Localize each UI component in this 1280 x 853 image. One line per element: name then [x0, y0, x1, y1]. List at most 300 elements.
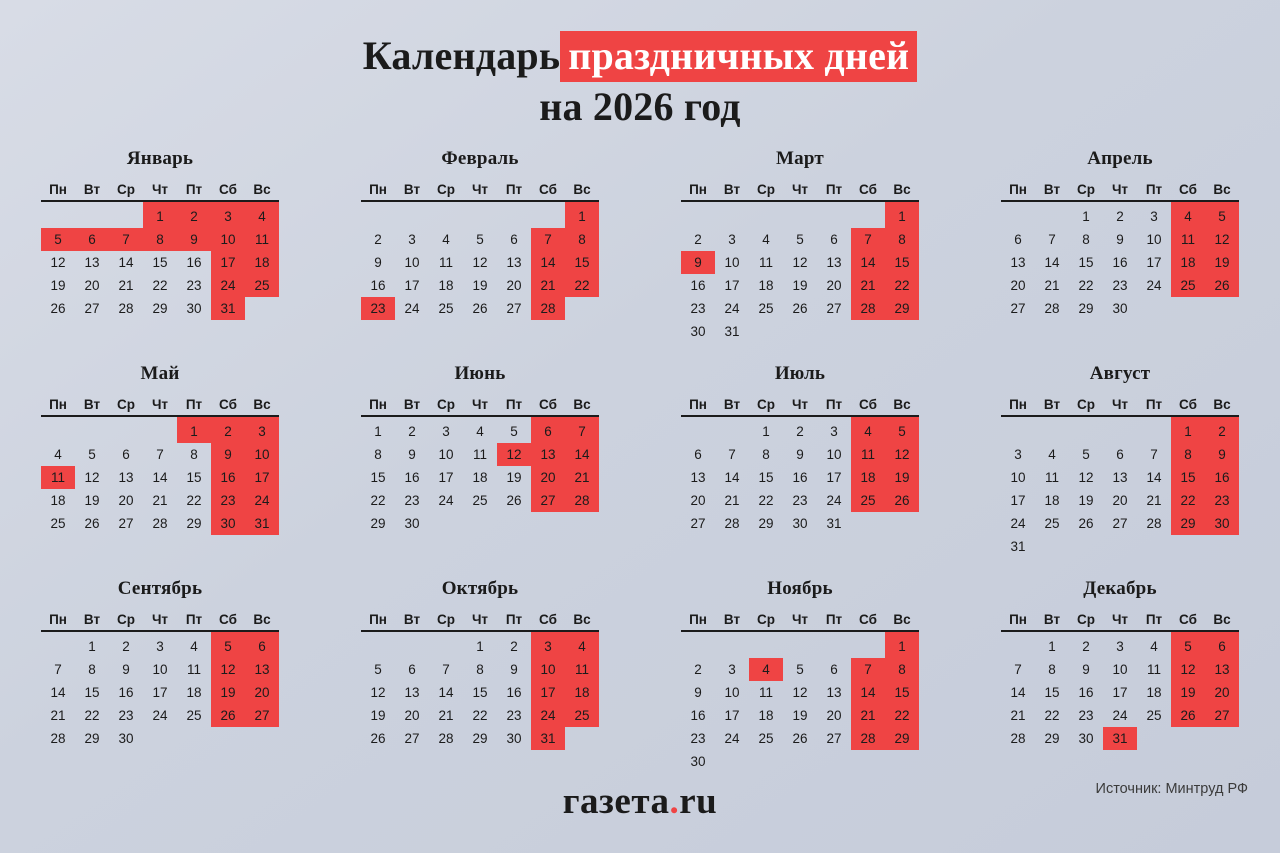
- day-cell: 27: [826, 301, 842, 317]
- weekday-header-row: [681, 393, 919, 416]
- day-cell-empty: [1137, 535, 1171, 558]
- day-cell: 25: [50, 516, 66, 532]
- day-cell: 20: [506, 278, 522, 294]
- weekday-header: Пт: [177, 393, 211, 416]
- week-row: [1001, 727, 1239, 750]
- day-cell: 22: [1044, 708, 1060, 724]
- week-row: [361, 443, 599, 466]
- day-cell: 8: [762, 447, 770, 463]
- day-cell: 10: [438, 447, 454, 463]
- weekday-header: Чт: [783, 608, 817, 631]
- day-cell: 29: [1078, 301, 1094, 317]
- day-cell-holiday: 4: [245, 201, 279, 228]
- day-cell: 18: [438, 278, 454, 294]
- weekday-header: Пн: [681, 178, 715, 201]
- day-cell: 19: [792, 708, 808, 724]
- day-cell: 14: [1146, 470, 1162, 486]
- day-cell: 19: [506, 470, 522, 486]
- day-cell-holiday: 25: [1171, 274, 1205, 297]
- weekday-header: Вс: [1205, 608, 1239, 631]
- day-cell: 24: [404, 301, 420, 317]
- day-cell-empty: [531, 201, 565, 228]
- day-cell: 8: [476, 662, 484, 678]
- weekday-header: Пн: [41, 178, 75, 201]
- week-row: [1001, 274, 1239, 297]
- day-cell: 11: [186, 662, 201, 678]
- day-cell-holiday: 17: [245, 466, 279, 489]
- day-cell: 23: [1078, 708, 1094, 724]
- day-cell: 28: [1044, 301, 1060, 317]
- day-cell: 17: [724, 278, 740, 294]
- day-cell-holiday: 10: [245, 443, 279, 466]
- week-row: [361, 466, 599, 489]
- day-cell: 25: [438, 301, 454, 317]
- weekday-header: Вт: [75, 178, 109, 201]
- day-cell: 28: [118, 301, 134, 317]
- day-cell: 27: [1112, 516, 1128, 532]
- weekday-header: Вт: [715, 608, 749, 631]
- day-cell: 28: [50, 731, 66, 747]
- day-cell-empty: [429, 631, 463, 658]
- day-cell-empty: [1103, 416, 1137, 443]
- day-cell-holiday: 24: [531, 704, 565, 727]
- day-cell-holiday: 8: [1171, 443, 1205, 466]
- month-block: [960, 148, 1280, 363]
- day-cell: 12: [84, 470, 100, 486]
- weekday-header: Пн: [41, 608, 75, 631]
- weekday-header: Ср: [109, 608, 143, 631]
- month-name: Июнь: [454, 363, 506, 385]
- months-grid: [0, 148, 1280, 793]
- day-cell: 16: [1078, 685, 1094, 701]
- day-cell-empty: [1035, 201, 1069, 228]
- day-cell-empty: [143, 416, 177, 443]
- day-cell: 5: [510, 424, 518, 440]
- day-cell-empty: [1001, 416, 1035, 443]
- day-cell: 11: [438, 255, 453, 271]
- day-cell: 31: [724, 324, 740, 340]
- day-cell: 18: [186, 685, 202, 701]
- day-cell-holiday: 15: [885, 251, 919, 274]
- weekday-header: Сб: [1171, 393, 1205, 416]
- day-cell: 29: [84, 731, 100, 747]
- day-cell-holiday: 31: [211, 297, 245, 320]
- month-block: [320, 363, 640, 578]
- day-cell-holiday: 29: [885, 727, 919, 750]
- weekday-header: Сб: [211, 608, 245, 631]
- weekday-header: Пн: [41, 393, 75, 416]
- day-cell: 15: [370, 470, 386, 486]
- day-cell-holiday: 3: [531, 631, 565, 658]
- week-row: [41, 416, 279, 443]
- day-cell: 25: [1146, 708, 1162, 724]
- week-row: [361, 631, 599, 658]
- day-cell: 24: [724, 301, 740, 317]
- day-cell: 20: [404, 708, 420, 724]
- weekday-header: Чт: [143, 178, 177, 201]
- month-name: Март: [776, 148, 824, 170]
- day-cell-holiday: 14: [531, 251, 565, 274]
- day-cell: 11: [472, 447, 487, 463]
- day-cell: 16: [370, 278, 386, 294]
- week-row: [1001, 228, 1239, 251]
- month-table: [681, 608, 919, 773]
- day-cell: 26: [50, 301, 66, 317]
- weekday-header-row: [41, 393, 279, 416]
- day-cell: 4: [476, 424, 484, 440]
- weekday-header: Пт: [1137, 178, 1171, 201]
- weekday-header-row: [41, 608, 279, 631]
- week-row: [41, 681, 279, 704]
- day-cell-holiday: 23: [361, 297, 395, 320]
- week-row: [1001, 201, 1239, 228]
- day-cell: 9: [408, 447, 416, 463]
- day-cell-empty: [715, 750, 749, 773]
- day-cell: 1: [88, 639, 96, 655]
- weekday-header: Пн: [1001, 178, 1035, 201]
- source-note: Источник: Минтруд РФ: [1095, 781, 1248, 797]
- week-row: [681, 466, 919, 489]
- day-cell: 19: [1078, 493, 1094, 509]
- day-cell: 24: [438, 493, 454, 509]
- week-row: [361, 297, 599, 320]
- day-cell: 17: [724, 708, 740, 724]
- week-row: [361, 727, 599, 750]
- day-cell: 6: [830, 662, 838, 678]
- day-cell: 23: [792, 493, 808, 509]
- day-cell: 18: [1146, 685, 1162, 701]
- day-cell: 20: [118, 493, 134, 509]
- day-cell: 21: [118, 278, 134, 294]
- day-cell: 30: [404, 516, 420, 532]
- day-cell: 20: [826, 278, 842, 294]
- day-cell-empty: [463, 201, 497, 228]
- week-row: [681, 658, 919, 681]
- week-row: [41, 704, 279, 727]
- day-cell: 17: [1112, 685, 1128, 701]
- day-cell-empty: [361, 201, 395, 228]
- month-table: [41, 393, 279, 535]
- day-cell: 6: [510, 232, 518, 248]
- day-cell: 12: [370, 685, 386, 701]
- month-name: Декабрь: [1083, 578, 1157, 600]
- day-cell: 13: [84, 255, 100, 271]
- week-row: [681, 631, 919, 658]
- day-cell-holiday: 27: [531, 489, 565, 512]
- day-cell: 30: [690, 324, 706, 340]
- day-cell-empty: [1205, 297, 1239, 320]
- day-cell-holiday: 7: [851, 658, 885, 681]
- day-cell-empty: [783, 201, 817, 228]
- day-cell: 2: [1116, 209, 1124, 225]
- weekday-header: Чт: [143, 393, 177, 416]
- week-row: [1001, 658, 1239, 681]
- day-cell-empty: [1205, 535, 1239, 558]
- day-cell-holiday: 9: [681, 251, 715, 274]
- day-cell-empty: [463, 512, 497, 535]
- day-cell-empty: [817, 631, 851, 658]
- day-cell: 16: [690, 708, 706, 724]
- day-cell: 24: [1010, 516, 1026, 532]
- day-cell-holiday: 9: [211, 443, 245, 466]
- day-cell-holiday: 6: [245, 631, 279, 658]
- day-cell-holiday: 6: [1205, 631, 1239, 658]
- weekday-header: Вс: [1205, 178, 1239, 201]
- day-cell-empty: [715, 631, 749, 658]
- day-cell-holiday: 3: [245, 416, 279, 443]
- logo-dot: .: [669, 781, 680, 822]
- day-cell-holiday: 5: [885, 416, 919, 443]
- day-cell: 3: [408, 232, 416, 248]
- day-cell: 13: [690, 470, 706, 486]
- weekday-header: Ср: [1069, 393, 1103, 416]
- month-name: Октябрь: [441, 578, 519, 600]
- day-cell-holiday: 31: [245, 512, 279, 535]
- weekday-header: Вс: [565, 393, 599, 416]
- day-cell-holiday: 26: [211, 704, 245, 727]
- day-cell: 10: [724, 685, 740, 701]
- day-cell: 18: [758, 708, 774, 724]
- day-cell: 15: [1078, 255, 1094, 271]
- week-row: [1001, 535, 1239, 558]
- week-row: [41, 466, 279, 489]
- day-cell: 23: [506, 708, 522, 724]
- day-cell-holiday: 27: [245, 704, 279, 727]
- day-cell: 17: [1146, 255, 1162, 271]
- weekday-header: Сб: [851, 393, 885, 416]
- week-row: [681, 228, 919, 251]
- weekday-header: Пт: [817, 393, 851, 416]
- weekday-header-row: [41, 178, 279, 201]
- weekday-header: Чт: [1103, 393, 1137, 416]
- day-cell-empty: [75, 416, 109, 443]
- weekday-header: Ср: [749, 393, 783, 416]
- day-cell: 7: [1014, 662, 1022, 678]
- day-cell: 26: [472, 301, 488, 317]
- day-cell: 23: [118, 708, 134, 724]
- day-cell-holiday: 18: [245, 251, 279, 274]
- week-row: [681, 489, 919, 512]
- month-table: [361, 178, 599, 320]
- day-cell: 5: [1082, 447, 1090, 463]
- weekday-header-row: [681, 608, 919, 631]
- day-cell: 26: [84, 516, 100, 532]
- day-cell: 3: [1014, 447, 1022, 463]
- day-cell-holiday: 11: [1171, 228, 1205, 251]
- day-cell: 28: [438, 731, 454, 747]
- day-cell-holiday: 2: [177, 201, 211, 228]
- week-row: [681, 297, 919, 320]
- day-cell-holiday: 22: [885, 704, 919, 727]
- day-cell: 19: [472, 278, 488, 294]
- weekday-header: Ср: [109, 178, 143, 201]
- weekday-header: Пт: [1137, 393, 1171, 416]
- week-row: [41, 274, 279, 297]
- week-row: [681, 320, 919, 343]
- week-row: [41, 443, 279, 466]
- day-cell-empty: [749, 750, 783, 773]
- weekday-header: Чт: [783, 178, 817, 201]
- day-cell-holiday: 1: [143, 201, 177, 228]
- day-cell: 13: [1112, 470, 1128, 486]
- day-cell: 26: [1078, 516, 1094, 532]
- day-cell-empty: [1205, 727, 1239, 750]
- day-cell: 13: [1010, 255, 1026, 271]
- day-cell: 1: [762, 424, 770, 440]
- day-cell-empty: [851, 201, 885, 228]
- week-row: [41, 228, 279, 251]
- day-cell: 14: [438, 685, 454, 701]
- month-table: [1001, 608, 1239, 750]
- weekday-header: Пн: [1001, 608, 1035, 631]
- day-cell: 6: [830, 232, 838, 248]
- brand-logo: [0, 780, 1280, 823]
- day-cell-holiday: 5: [1205, 201, 1239, 228]
- day-cell-empty: [245, 727, 279, 750]
- day-cell: 11: [1146, 662, 1161, 678]
- day-cell: 1: [374, 424, 382, 440]
- day-cell-empty: [1137, 727, 1171, 750]
- title-line-2: на 2026 год: [539, 84, 741, 130]
- day-cell-holiday: 11: [41, 466, 75, 489]
- day-cell: 23: [404, 493, 420, 509]
- day-cell: 20: [826, 708, 842, 724]
- day-cell: 2: [408, 424, 416, 440]
- day-cell-empty: [783, 631, 817, 658]
- week-row: [1001, 631, 1239, 658]
- day-cell: 22: [758, 493, 774, 509]
- month-name: Ноябрь: [767, 578, 833, 600]
- week-row: [681, 251, 919, 274]
- weekday-header: Пн: [681, 608, 715, 631]
- page-title: [0, 0, 1280, 132]
- day-cell-holiday: 25: [565, 704, 599, 727]
- day-cell-holiday: 18: [851, 466, 885, 489]
- weekday-header: Сб: [1171, 608, 1205, 631]
- month-table: [361, 608, 599, 750]
- day-cell-empty: [851, 512, 885, 535]
- weekday-header: Ср: [109, 393, 143, 416]
- day-cell-empty: [715, 201, 749, 228]
- weekday-header: Пт: [817, 608, 851, 631]
- day-cell: 30: [118, 731, 134, 747]
- weekday-header: Сб: [851, 608, 885, 631]
- day-cell: 20: [1010, 278, 1026, 294]
- day-cell-holiday: 22: [1171, 489, 1205, 512]
- month-block: [0, 363, 320, 578]
- week-row: [361, 416, 599, 443]
- day-cell-empty: [1035, 535, 1069, 558]
- month-block: [0, 578, 320, 793]
- day-cell: 24: [1112, 708, 1128, 724]
- month-table: [681, 393, 919, 535]
- day-cell: 18: [1044, 493, 1060, 509]
- day-cell-holiday: 20: [1205, 681, 1239, 704]
- day-cell-holiday: 22: [565, 274, 599, 297]
- day-cell: 12: [472, 255, 488, 271]
- month-name: Январь: [126, 148, 194, 170]
- day-cell-holiday: 28: [531, 297, 565, 320]
- day-cell: 5: [88, 447, 96, 463]
- day-cell: 20: [690, 493, 706, 509]
- week-row: [1001, 466, 1239, 489]
- day-cell: 23: [186, 278, 202, 294]
- weekday-header: Вт: [1035, 178, 1069, 201]
- day-cell-holiday: 1: [885, 201, 919, 228]
- day-cell: 9: [796, 447, 804, 463]
- day-cell-holiday: 26: [1171, 704, 1205, 727]
- day-cell-holiday: 7: [851, 228, 885, 251]
- day-cell-holiday: 17: [531, 681, 565, 704]
- day-cell-empty: [429, 512, 463, 535]
- week-row: [1001, 416, 1239, 443]
- day-cell: 10: [826, 447, 842, 463]
- day-cell: 25: [1044, 516, 1060, 532]
- day-cell: 1: [1048, 639, 1056, 655]
- day-cell-holiday: 7: [565, 416, 599, 443]
- day-cell: 3: [156, 639, 164, 655]
- week-row: [41, 251, 279, 274]
- day-cell-holiday: 28: [851, 297, 885, 320]
- day-cell: 15: [472, 685, 488, 701]
- week-row: [681, 727, 919, 750]
- week-row: [361, 201, 599, 228]
- day-cell-holiday: 13: [245, 658, 279, 681]
- month-name: Август: [1089, 363, 1151, 385]
- day-cell-holiday: 19: [1205, 251, 1239, 274]
- day-cell: 19: [370, 708, 386, 724]
- day-cell-empty: [531, 512, 565, 535]
- weekday-header: Вт: [715, 178, 749, 201]
- day-cell-holiday: 16: [1205, 466, 1239, 489]
- day-cell-empty: [1103, 535, 1137, 558]
- day-cell-empty: [109, 416, 143, 443]
- day-cell-holiday: 16: [211, 466, 245, 489]
- day-cell-holiday: 28: [565, 489, 599, 512]
- day-cell-holiday: 4: [851, 416, 885, 443]
- weekday-header: Пт: [177, 608, 211, 631]
- day-cell: 2: [694, 662, 702, 678]
- weekday-header: Пн: [1001, 393, 1035, 416]
- day-cell-empty: [41, 201, 75, 228]
- week-row: [41, 489, 279, 512]
- week-row: [361, 489, 599, 512]
- weekday-header: Сб: [851, 178, 885, 201]
- day-cell: 14: [50, 685, 66, 701]
- day-cell-holiday: 26: [885, 489, 919, 512]
- day-cell: 19: [84, 493, 100, 509]
- day-cell-empty: [497, 201, 531, 228]
- weekday-header-row: [1001, 608, 1239, 631]
- month-name: Июль: [774, 363, 826, 385]
- month-block: [640, 363, 960, 578]
- day-cell-empty: [1001, 201, 1035, 228]
- day-cell: 27: [826, 731, 842, 747]
- weekday-header: Сб: [1171, 178, 1205, 201]
- day-cell-holiday: 21: [851, 704, 885, 727]
- day-cell-holiday: 6: [531, 416, 565, 443]
- day-cell-holiday: 31: [1103, 727, 1137, 750]
- day-cell: 9: [374, 255, 382, 271]
- day-cell-holiday: 8: [885, 658, 919, 681]
- day-cell-holiday: 18: [1171, 251, 1205, 274]
- weekday-header: Вс: [245, 608, 279, 631]
- day-cell-empty: [1137, 297, 1171, 320]
- day-cell-holiday: 31: [531, 727, 565, 750]
- day-cell-holiday: 9: [1205, 443, 1239, 466]
- weekday-header: Вт: [395, 393, 429, 416]
- day-cell: 29: [1044, 731, 1060, 747]
